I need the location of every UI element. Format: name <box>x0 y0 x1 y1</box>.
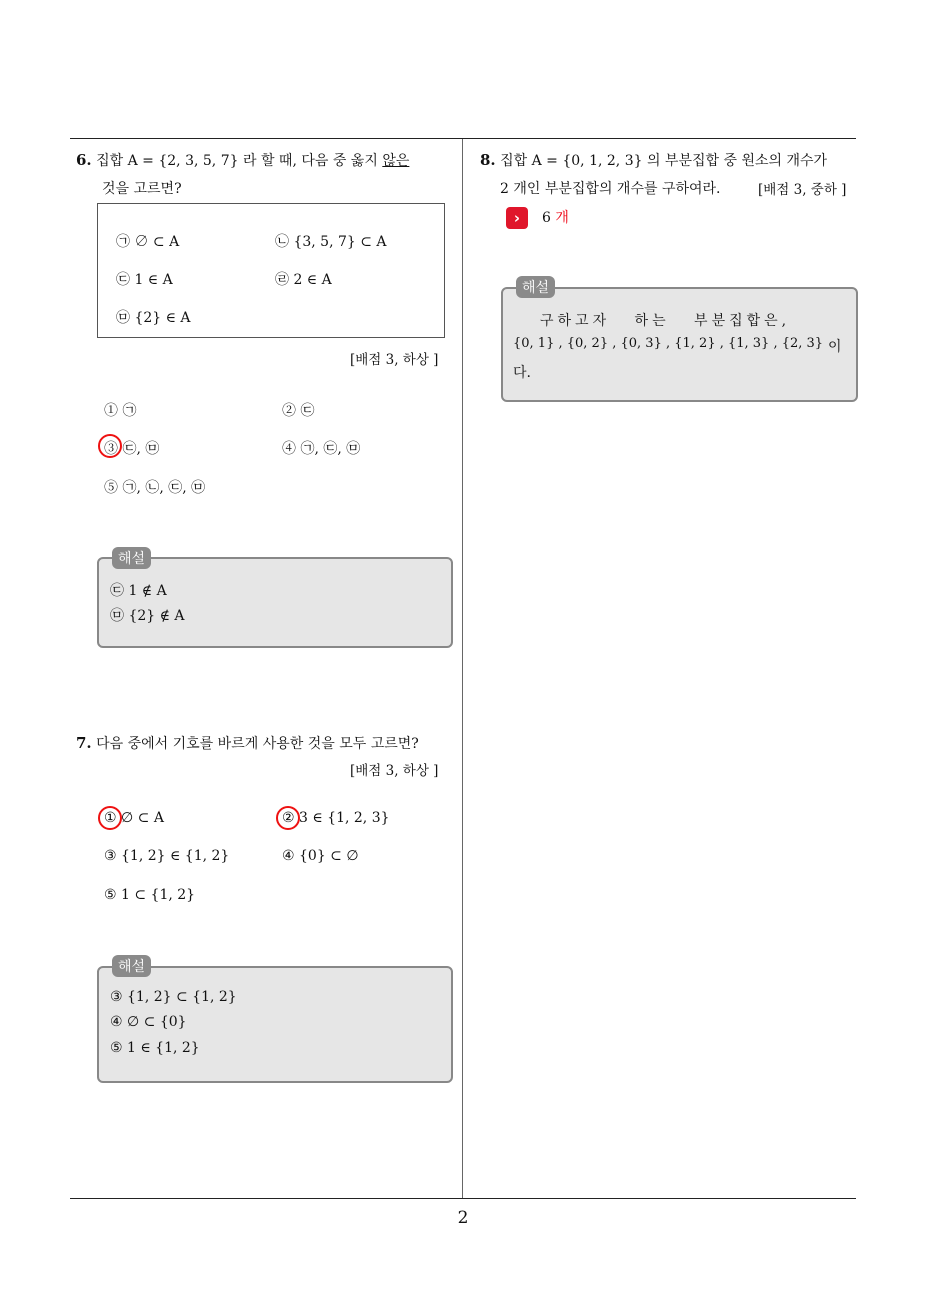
q8-explanation-line-end: 이 <box>828 339 842 355</box>
q8-explanation-line: {0, 1} , {0, 2} , {0, 3} , {1, 2} , {1, 3} , {2, 3} <box>513 336 824 351</box>
q7-explanation-line: ⑤ 1 ∈ {1, 2} <box>110 1040 200 1056</box>
q8-line1 <box>480 150 827 170</box>
q6-number: 6. <box>76 151 92 169</box>
q6-box-item: ㉡ {3, 5, 7} ⊂ A <box>275 234 387 250</box>
q6-choice-4[interactable]: ④ ㉠, ㉢, ㉤ <box>282 441 361 457</box>
q6-text-b: 라 할 때, 다음 중 옳지 <box>238 153 383 169</box>
q7-explanation-line: ④ ∅ ⊂ {0} <box>110 1014 187 1030</box>
q8-points: [배점 3, 중하 ] <box>758 182 847 198</box>
q8-line2: 2 개인 부분집합의 개수를 구하여라. <box>500 181 721 197</box>
q7-line1 <box>76 733 419 753</box>
q8-answer <box>542 207 569 227</box>
q6-choice-5[interactable]: ⑤ ㉠, ㉡, ㉢, ㉤ <box>104 480 206 496</box>
q8-explanation-tag: 해설 <box>516 276 555 298</box>
q7-choice-5[interactable]: ⑤ 1 ⊂ {1, 2} <box>104 887 196 903</box>
q8-number: 8. <box>480 151 496 169</box>
q7-choice-1[interactable]: ① ∅ ⊂ A <box>104 810 164 826</box>
q8-answer-unit: 개 <box>555 210 569 226</box>
q8-explanation-line: 다. <box>513 365 531 381</box>
q7-choice-2[interactable]: ② 3 ∈ {1, 2, 3} <box>282 810 390 826</box>
bottom-rule <box>70 1198 856 1199</box>
q6-explanation-box <box>97 557 453 648</box>
q6-explanation-tag: 해설 <box>112 547 151 569</box>
q6-line1 <box>76 150 409 170</box>
q8-text-line1: 집합 A = {0, 1, 2, 3} 의 부분집합 중 원소의 개수가 <box>500 153 828 169</box>
q6-box-item: ㉠ ∅ ⊂ A <box>116 234 180 250</box>
q6-box-item: ㉣ 2 ∈ A <box>275 272 332 288</box>
top-rule <box>70 138 856 139</box>
q7-explanation-tag: 해설 <box>112 955 151 977</box>
q7-points: [배점 3, 하상 ] <box>350 763 439 779</box>
q7-explanation-line: ③ {1, 2} ⊂ {1, 2} <box>110 989 237 1005</box>
q6-choice-2[interactable]: ② ㉢ <box>282 403 315 419</box>
q6-box-item: ㉤ {2} ∈ A <box>116 310 191 326</box>
q6-explanation-line: ㉢ 1 ∉ A <box>110 583 167 599</box>
q6-text-a: 집합 <box>96 153 128 169</box>
q8-answer-value: 6 <box>542 210 551 226</box>
q7-choice-4[interactable]: ④ {0} ⊂ ∅ <box>282 848 359 864</box>
page-number: 2 <box>457 1208 469 1228</box>
q6-line2: 것을 고르면? <box>102 181 182 197</box>
q6-choice-1[interactable]: ① ㉠ <box>104 403 137 419</box>
q6-box-item: ㉢ 1 ∈ A <box>116 272 173 288</box>
q7-choice-3[interactable]: ③ {1, 2} ∈ {1, 2} <box>104 848 230 864</box>
column-divider <box>462 139 463 1199</box>
q6-choice-3[interactable]: ③ ㉢, ㉤ <box>104 441 160 457</box>
q6-points: [배점 3, 하상 ] <box>350 352 439 368</box>
q6-explanation-line: ㉤ {2} ∉ A <box>110 608 185 624</box>
answer-arrow-icon: › <box>506 207 528 229</box>
q7-text: 다음 중에서 기호를 바르게 사용한 것을 모두 고르면? <box>96 736 419 752</box>
q7-number: 7. <box>76 734 92 752</box>
q6-set: A = {2, 3, 5, 7} <box>127 153 239 169</box>
q6-underlined-word: 않은 <box>382 153 410 169</box>
q8-explanation-line: 구하고자 하는 부분집합은, <box>540 313 791 329</box>
